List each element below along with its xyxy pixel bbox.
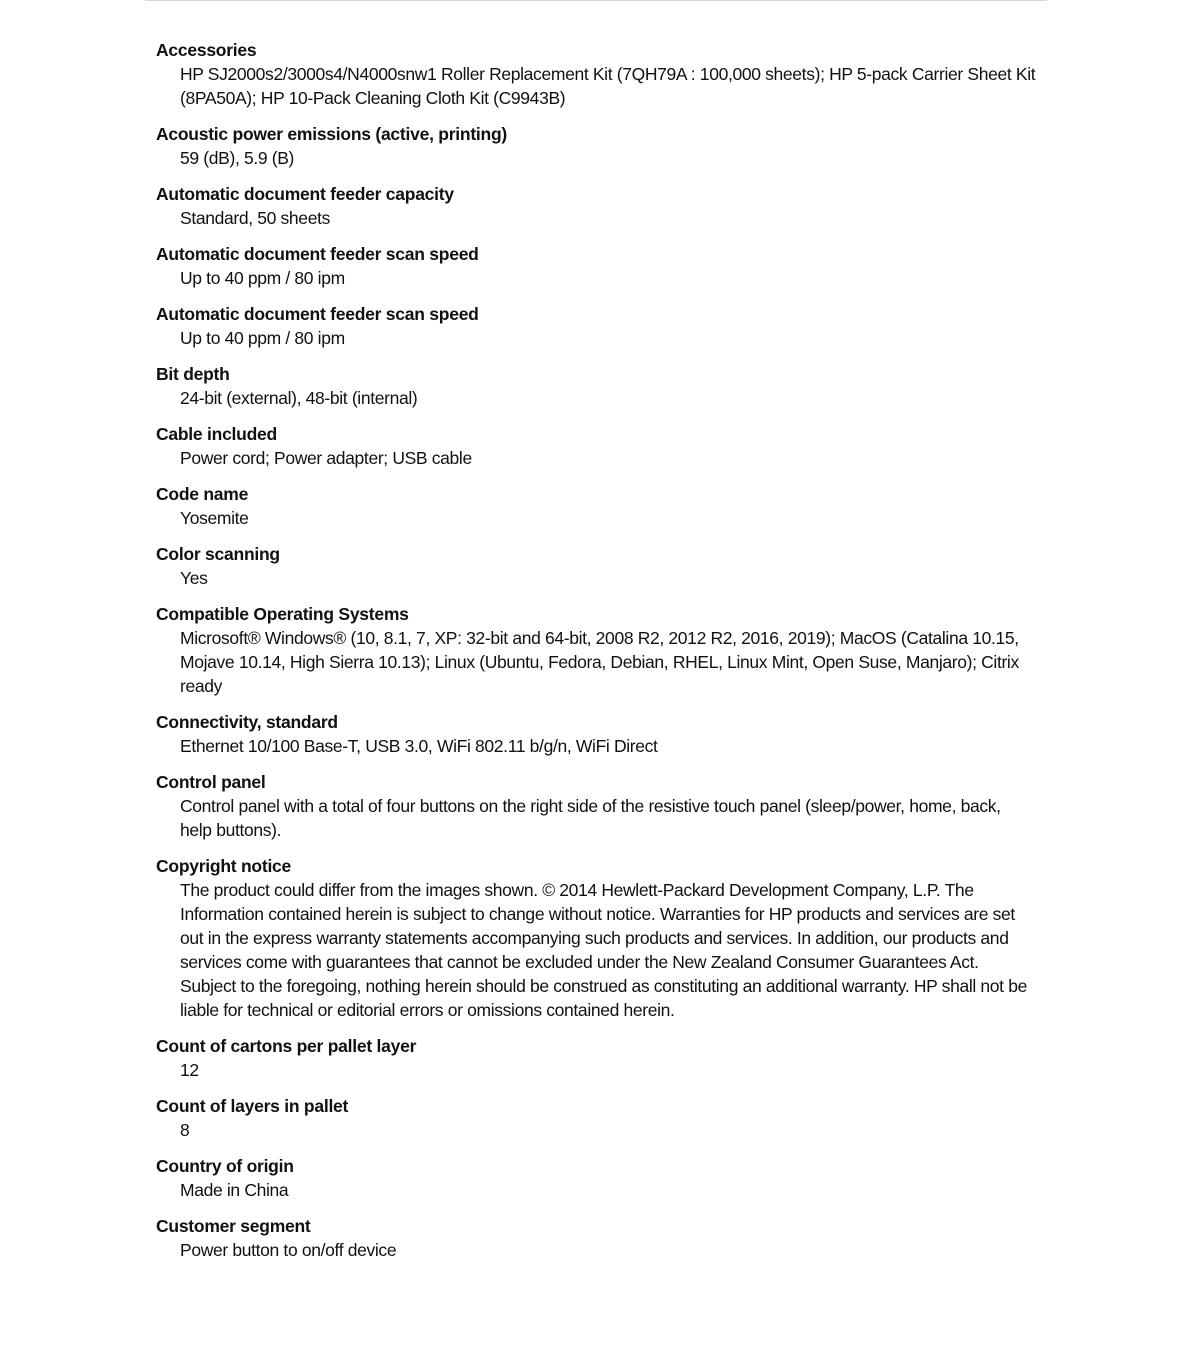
spec-control-panel [156, 770, 1036, 842]
spec-label: Code name [156, 484, 249, 504]
spec-value: Made in China [180, 1180, 289, 1200]
spec-label: Bit depth [156, 364, 230, 384]
spec-value: Up to 40 ppm / 80 ipm [180, 268, 345, 288]
spec-label: Color scanning [156, 544, 280, 564]
spec-adf-capacity [156, 182, 1036, 230]
spec-value: Control panel with a total of four buttons on the right side of the resistive touch panel (sleep/power, home, back, help buttons). [180, 796, 1001, 840]
spec-value: The product could differ from the images shown. © 2014 Hewlett-Packard Development Company, L.P. The Information contained herein is subject to change without notice. Warranties for HP products and services are set out in the express warranty statements accompanying such products and services. In addition, our products and services come with guarantees that cannot be excluded under the New Zealand Consumer Guarantees Act. Subject to the foregoing, nothing herein should be construed as constituting an additional warranty. HP shall not be liable for technical or editorial errors or omissions contained herein. [180, 880, 1027, 1020]
spec-color-scanning [156, 542, 1036, 590]
spec-bit-depth [156, 362, 1036, 410]
spec-value: Microsoft® Windows® (10, 8.1, 7, XP: 32-bit and 64-bit, 2008 R2, 2012 R2, 2016, 2019); MacOS (Catalina 10.15, Mojave 10.14, High Sierra 10.13); Linux (Ubuntu, Fedora, Debian, RHEL, Linux Mint, Open Suse, Manjaro); Citrix ready [180, 628, 1019, 696]
spec-adf-scan-speed-duplicate [156, 302, 1036, 350]
spec-label: Automatic document feeder capacity [156, 184, 454, 204]
spec-label: Automatic document feeder scan speed [156, 244, 479, 264]
spec-copyright-notice [156, 854, 1036, 1022]
spec-layers-in-pallet [156, 1094, 1036, 1142]
spec-adf-scan-speed [156, 242, 1036, 290]
spec-connectivity [156, 710, 1036, 758]
spec-label: Customer segment [156, 1216, 311, 1236]
spec-compatible-os [156, 602, 1036, 698]
spec-customer-segment [156, 1214, 1036, 1262]
spec-cartons-per-layer [156, 1034, 1036, 1082]
spec-accessories [156, 38, 1036, 110]
spec-value: 8 [180, 1120, 190, 1140]
spec-cable-included [156, 422, 1036, 470]
spec-value: Standard, 50 sheets [180, 208, 330, 228]
spec-value: 12 [180, 1060, 199, 1080]
spec-label: Connectivity, standard [156, 712, 338, 732]
spec-label: Compatible Operating Systems [156, 604, 409, 624]
spec-country-of-origin [156, 1154, 1036, 1202]
spec-value: Yes [180, 568, 208, 588]
spec-value: 59 (dB), 5.9 (B) [180, 148, 295, 168]
spec-acoustic-power-emissions [156, 122, 1036, 170]
spec-value: HP SJ2000s2/3000s4/N4000snw1 Roller Replacement Kit (7QH79A : 100,000 sheets); HP 5-pack Carrier Sheet Kit (8PA50A); HP 10-Pack Cleaning Cloth Kit (C9943B) [180, 64, 1036, 108]
spec-label: Automatic document feeder scan speed [156, 304, 479, 324]
spec-label: Country of origin [156, 1156, 294, 1176]
top-divider [145, 0, 1047, 1]
spec-label: Copyright notice [156, 856, 292, 876]
spec-label: Count of layers in pallet [156, 1096, 349, 1116]
spec-label: Count of cartons per pallet layer [156, 1036, 417, 1056]
spec-label: Acoustic power emissions (active, printing) [156, 124, 507, 144]
spec-value: Yosemite [180, 508, 249, 528]
spec-label: Cable included [156, 424, 277, 444]
spec-value: Power button to on/off device [180, 1240, 397, 1260]
spec-value: 24-bit (external), 48-bit (internal) [180, 388, 418, 408]
spec-value: Ethernet 10/100 Base-T, USB 3.0, WiFi 802.11 b/g/n, WiFi Direct [180, 736, 658, 756]
spec-list [156, 38, 1036, 1274]
spec-code-name [156, 482, 1036, 530]
spec-value: Up to 40 ppm / 80 ipm [180, 328, 345, 348]
spec-label: Control panel [156, 772, 266, 792]
spec-value: Power cord; Power adapter; USB cable [180, 448, 472, 468]
spec-label: Accessories [156, 40, 257, 60]
